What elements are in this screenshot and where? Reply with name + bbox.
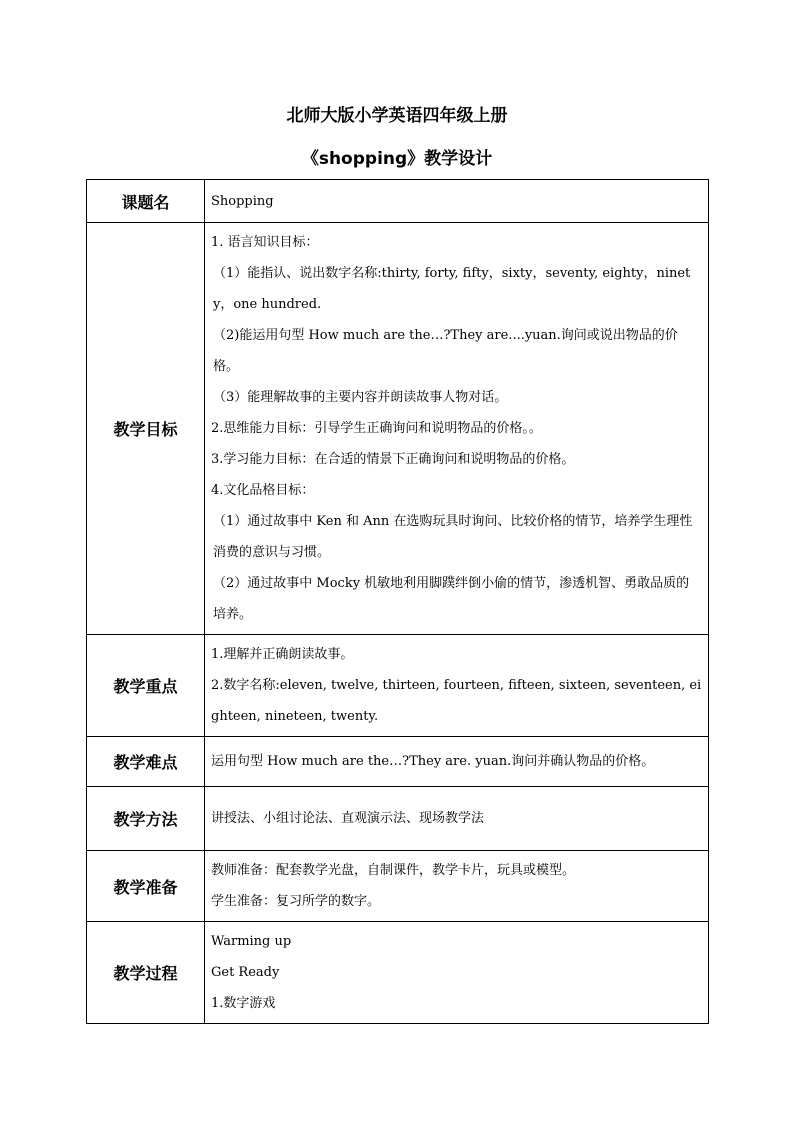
table-row: [87, 223, 709, 635]
row-content: [205, 922, 709, 1024]
row-content: [205, 737, 709, 787]
document-subtitle: 《shopping》教学设计: [301, 149, 493, 169]
row-content: [205, 787, 709, 851]
content-line: Get Ready: [211, 965, 280, 980]
content-line: 2.思维能力目标：引导学生正确询问和说明物品的价格。。: [211, 421, 542, 436]
content-line: 1.数字游戏: [211, 996, 276, 1011]
content-line: 3.学习能力目标：在合适的情景下正确询问和说明物品的价格。: [211, 452, 575, 467]
row-label: 教学重点: [87, 635, 205, 737]
row-label: 教学难点: [87, 737, 205, 787]
row-content: [205, 223, 709, 635]
table-row: [87, 180, 709, 223]
content-line: 运用句型 How much are the…?They are. yuan.询问并确认物品的价格。: [211, 754, 655, 769]
content-line: 学生准备：复习所学的数字。: [211, 894, 381, 909]
row-content: [205, 851, 709, 922]
content-line: （1）通过故事中 Ken 和 Ann 在选购玩具时询问、比较价格的情节，培养学生理性消费的意识与习惯。: [213, 514, 693, 560]
content-line: （1）能指认、说出数字名称:thirty, forty, fifty，sixty，seventy, eighty，ninety，one hundred.: [213, 266, 691, 312]
table-row: [87, 922, 709, 1024]
table-row: [87, 851, 709, 922]
row-content: [205, 635, 709, 737]
row-label: 教学过程: [87, 922, 205, 1024]
row-label: 课题名: [87, 180, 205, 223]
row-label: 教学方法: [87, 787, 205, 851]
row-content: [205, 180, 709, 223]
table-row: [87, 787, 709, 851]
content-line: （2)能运用句型 How much are the…?They are....yuan.询问或说出物品的价格。: [213, 328, 678, 374]
document-title: 北师大版小学英语四年级上册: [286, 106, 508, 126]
table-row: [87, 635, 709, 737]
content-line: Warming up: [211, 934, 292, 949]
content-line: 4.文化品格目标：: [211, 483, 315, 498]
content-line: （3）能理解故事的主要内容并朗读故事人物对话。: [213, 390, 508, 405]
content-line: 2.数字名称:eleven, twelve, thirteen, fourteen, fifteen, sixteen, seventeen, eighteen, nineteen, twenty.: [211, 678, 702, 724]
content-line: （2）通过故事中 Mocky 机敏地利用脚蹼绊倒小偷的情节，渗透机智、勇敢品质的培养。: [213, 576, 690, 622]
content-line: 1. 语言知识目标：: [211, 235, 319, 250]
table-row: [87, 737, 709, 787]
content-line: 讲授法、小组讨论法、直观演示法、现场教学法: [211, 811, 485, 826]
lesson-plan-table: [86, 179, 709, 1024]
content-line: Shopping: [211, 193, 274, 209]
row-label: 教学目标: [87, 223, 205, 635]
content-line: 教师准备：配套教学光盘，自制课件，教学卡片，玩具或模型。: [211, 863, 576, 878]
content-line: 1.理解并正确朗读故事。: [211, 647, 354, 662]
row-label: 教学准备: [87, 851, 205, 922]
